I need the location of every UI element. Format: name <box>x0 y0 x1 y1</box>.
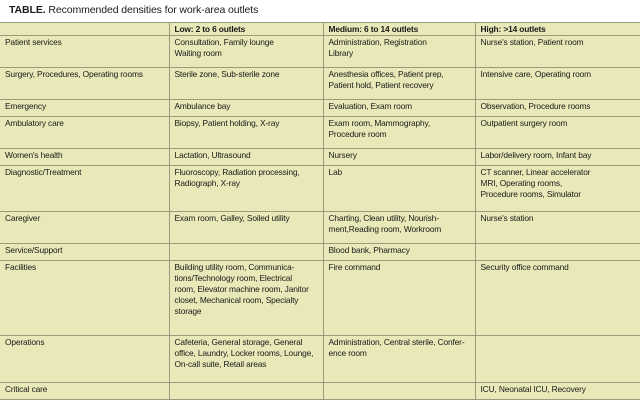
table-row <box>0 243 640 260</box>
medium-cell: Anesthesia offices, Patient prep, Patient hold, Patient recovery <box>323 67 475 99</box>
table-row <box>0 212 640 244</box>
table-body <box>0 36 640 400</box>
high-cell <box>475 243 640 260</box>
row-label: Surgery, Procedures, Operating rooms <box>0 67 169 99</box>
header-row <box>0 23 640 36</box>
high-cell: Nurse's station, Patient room <box>475 36 640 68</box>
low-cell <box>169 382 323 399</box>
low-cell: Fluoroscopy, Radiation processing, Radiograph, X-ray <box>169 165 323 211</box>
low-cell <box>169 243 323 260</box>
table-row <box>0 116 640 148</box>
row-label: Critical care <box>0 382 169 399</box>
row-label: Facilities <box>0 260 169 335</box>
header-cell-low: Low: 2 to 6 outlets <box>169 23 323 36</box>
high-cell: ICU, Neonatal ICU, Recovery <box>475 382 640 399</box>
low-cell: Lactation, Ultrasound <box>169 148 323 165</box>
medium-cell: Administration, Registration Library <box>323 36 475 68</box>
medium-cell: Evaluation, Exam room <box>323 99 475 116</box>
row-label: Operations <box>0 336 169 382</box>
table-caption <box>9 1 258 19</box>
outlet-density-table <box>0 22 640 400</box>
header-cell-high: High: >14 outlets <box>475 23 640 36</box>
header-cell-medium: Medium: 6 to 14 outlets <box>323 23 475 36</box>
medium-cell: Lab <box>323 165 475 211</box>
table-row <box>0 99 640 116</box>
low-cell: Cafeteria, General storage, General office, Laundry, Locker rooms, Lounge, On-call suite, Retail areas <box>169 336 323 382</box>
row-label: Service/Support <box>0 243 169 260</box>
medium-cell: Exam room, Mammography, Procedure room <box>323 116 475 148</box>
high-cell: CT scanner, Linear accelerator MRI, Operating rooms, Procedure rooms, Simulator <box>475 165 640 211</box>
medium-cell: Administration, Central sterile, Confer- ence room <box>323 336 475 382</box>
medium-cell: Blood bank, Pharmacy <box>323 243 475 260</box>
row-label: Ambulatory care <box>0 116 169 148</box>
header-cell-area <box>0 23 169 36</box>
low-cell: Building utility room, Communica- tions/Technology room, Electrical room, Elevator machine room, Janitor closet, Mechanical room, Specialty storage <box>169 260 323 335</box>
high-cell: Outpatient surgery room <box>475 116 640 148</box>
caption-label: TABLE. <box>9 4 46 16</box>
high-cell: Observation, Procedure rooms <box>475 99 640 116</box>
table-row <box>0 148 640 165</box>
caption-title: Recommended densities for work-area outlets <box>48 4 259 16</box>
medium-cell: Nursery <box>323 148 475 165</box>
table-row <box>0 165 640 211</box>
high-cell: Labor/delivery room, Infant bay <box>475 148 640 165</box>
row-label: Emergency <box>0 99 169 116</box>
row-label: Diagnostic/Treatment <box>0 165 169 211</box>
row-label: Women's health <box>0 148 169 165</box>
table-row <box>0 260 640 335</box>
low-cell: Exam room, Galley, Soiled utility <box>169 212 323 244</box>
row-label: Patient services <box>0 36 169 68</box>
table-row <box>0 36 640 68</box>
high-cell: Intensive care, Operating room <box>475 67 640 99</box>
high-cell: Security office command <box>475 260 640 335</box>
low-cell: Sterile zone, Sub-sterile zone <box>169 67 323 99</box>
table-row <box>0 67 640 99</box>
table-row <box>0 382 640 399</box>
table-row <box>0 336 640 382</box>
row-label: Caregiver <box>0 212 169 244</box>
medium-cell: Charting, Clean utility, Nourish- ment,Reading room, Workroom <box>323 212 475 244</box>
low-cell: Ambulance bay <box>169 99 323 116</box>
high-cell: Nurse's station <box>475 212 640 244</box>
medium-cell: Fire command <box>323 260 475 335</box>
medium-cell <box>323 382 475 399</box>
low-cell: Biopsy, Patient holding, X-ray <box>169 116 323 148</box>
low-cell: Consultation, Family lounge Waiting room <box>169 36 323 68</box>
high-cell <box>475 336 640 382</box>
